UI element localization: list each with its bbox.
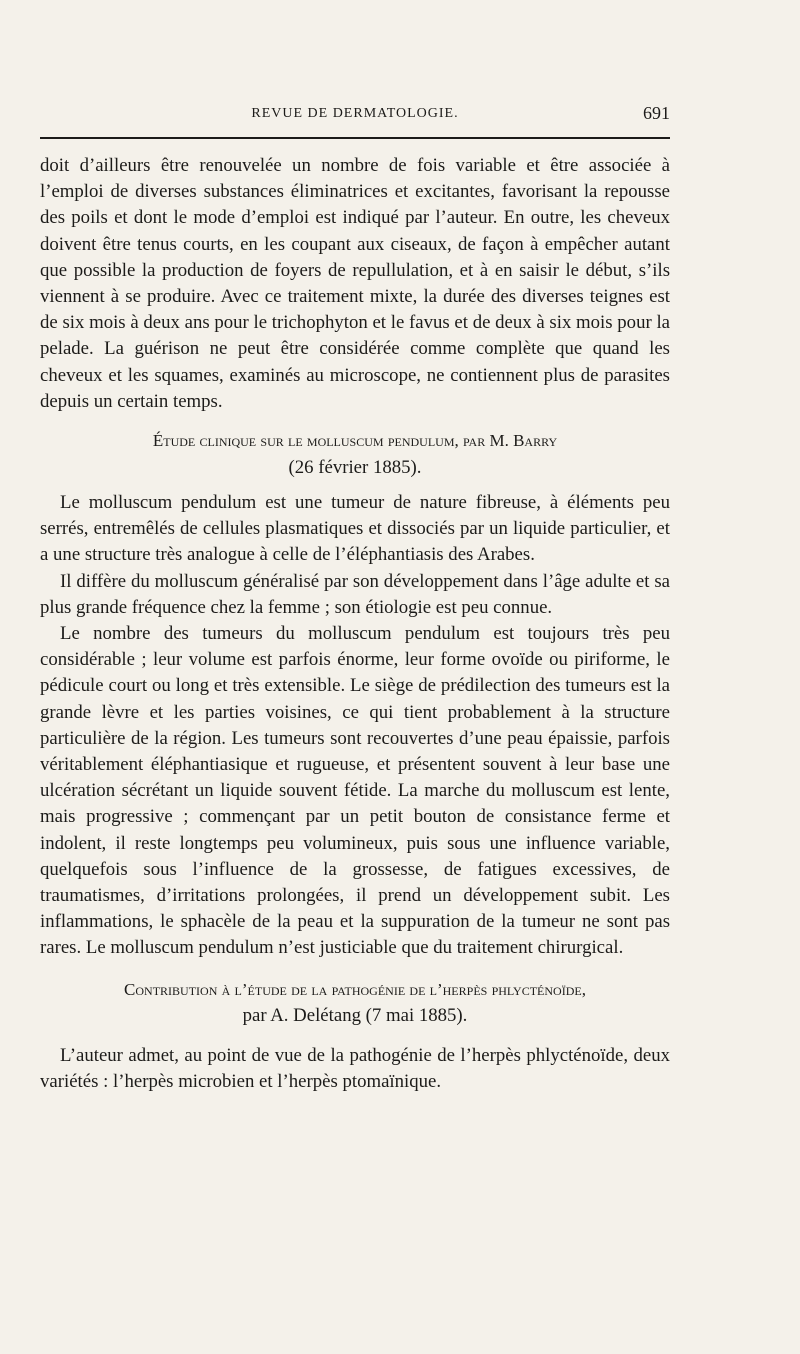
paragraph: L’auteur admet, au point de vue de la pathogénie de l’herpès phlycténoïde, deux variétés : l’herpès microbien et l’herpès ptomaïnique. <box>40 1044 670 1092</box>
paragraph: Il diffère du molluscum généralisé par son développement dans l’âge adulte et sa plus grande fréquence chez la femme ; son étiologie est peu connue. <box>40 570 670 618</box>
header-rule <box>40 137 670 139</box>
section-author-date: par A. Delétang (7 mai 1885). <box>242 1005 468 1027</box>
paragraph: Le molluscum pendulum est une tumeur de nature fibreuse, à éléments peu serrés, entremêlés de cellules plasmatiques et dissociés par un liquide particulier, et a une structure très analogue à celle de l’éléphantiasis des Arabes. <box>40 492 670 566</box>
section-title: Contribution à l’étude de la pathogénie de l’herpès phlycténoïde, <box>124 979 586 999</box>
body-text <box>40 153 670 1095</box>
paragraph-continuation: doit d’ailleurs être renouvelée un nombre de fois variable et être associée à l’emploi de diverses substances éliminatrices et excitantes, favorisant la repousse des poils et dont le mode d’emploi est indiqué par l’auteur. En outre, les cheveux doivent être tenus courts, en les coupant aux ciseaux, de façon à empêcher autant que possible la production de foyers de repullulation, et à en saisir le début, s’ils viennent à se produire. Avec ce traitement mixte, la durée des diverses teignes est de six mois à deux ans pour le trichophyton et le favus et de deux à six mois pour la pelade. La guérison ne peut être considérée comme complète que quand les cheveux et les squames, examinés au microscope, ne contiennent plus de parasites depuis un certain temps. <box>40 155 670 412</box>
section-title: Étude clinique sur le molluscum pendulum, par M. Barry <box>152 431 558 451</box>
section-heading-barry <box>40 428 670 481</box>
section-date: (26 février 1885). <box>288 456 422 478</box>
paragraph: Le nombre des tumeurs du molluscum pendulum est toujours très peu considérable ; leur volume est parfois énorme, leur forme ovoïde ou piriforme, le pédicule court ou long et très extensible. Le siège de prédilection des tumeurs est la grande lèvre et les parties voisines, ce qui tient probablement à la structure particulière de la région. Les tumeurs sont recouvertes d’une peau épaissie, parfois véritablement éléphantiasique et rugueuse, et présentent souvent à leur base une ulcération sécrétant un liquide souvent fétide. La marche du molluscum est lente, mais progressive ; commençant par un petit bouton de consistance ferme et indolent, il reste longtemps peu volumineux, puis sous une influence variable, quelquefois sous l’influence de la grossesse, de fatigues excessives, de traumatismes, d’irritations prolongées, il prend un développement subit. Les inflammations, le sphacèle de la peau et la suppuration de la tumeur ne sont pas rares. Le molluscum pendulum n’est justiciable que du traitement chirurgical. <box>40 623 670 959</box>
running-header <box>40 103 670 129</box>
running-title: REVUE DE DERMATOLOGIE. <box>251 106 459 121</box>
section-heading-deletang <box>40 977 670 1030</box>
page-number: 691 <box>643 103 670 123</box>
